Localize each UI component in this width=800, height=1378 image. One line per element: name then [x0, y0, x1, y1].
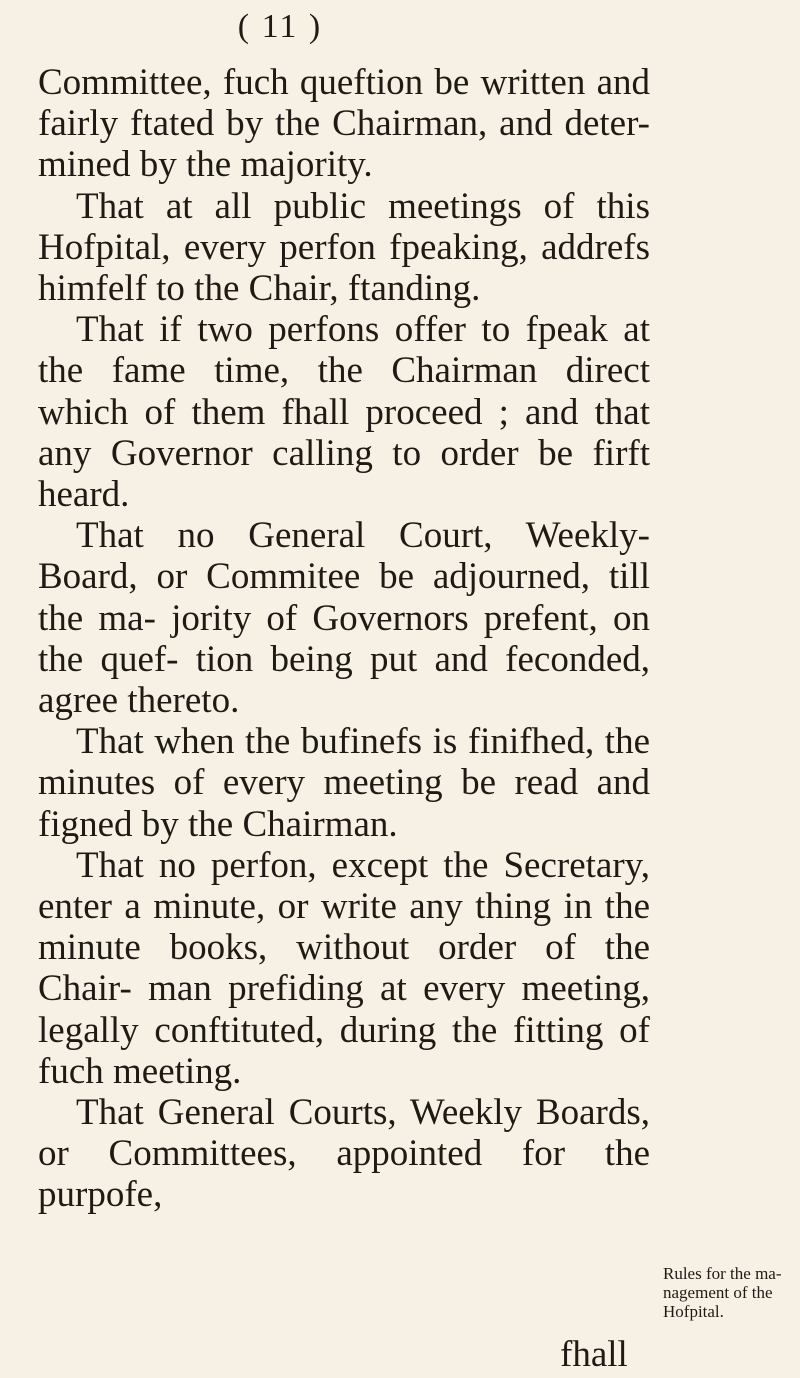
- paragraph-4: That no General Court, Weekly-Board, or Commitee be adjourned, till the ma- jority of Governors prefent, on the quef- tion being put and feconded, agree thereto.: [38, 515, 650, 722]
- paragraph-5: That when the bufinefs is finifhed, the minutes of every meeting be read and figned by the Chairman.: [38, 721, 650, 845]
- marginal-note: Rules for the ma- nagement of the Hofpital.: [663, 1264, 782, 1321]
- paragraph-3: That if two perfons offer to fpeak at the fame time, the Chairman direct which of them fhall proceed ; and that any Governor calling to order be firft heard.: [38, 309, 650, 516]
- paragraph-2: That at all public meetings of this Hofpital, every perfon fpeaking, addrefs himfelf to the Chair, ftanding.: [38, 185, 650, 310]
- paragraph-1: Committee, fuch queftion be written and fairly ftated by the Chairman, and deter- mined by the majority.: [38, 62, 650, 186]
- paragraph-6: That no perfon, except the Secretary, enter a minute, or write any thing in the minute books, without order of the Chair- man prefiding at every meeting, legally conftituted, during the fitting of fuch meeting.: [38, 844, 650, 1092]
- page-number: ( 11 ): [237, 8, 323, 45]
- catchword: fhall: [560, 1334, 628, 1375]
- page-body: [38, 62, 650, 1216]
- paragraph-7: That General Courts, Weekly Boards, or Committees, appointed for the purpofe,: [38, 1092, 650, 1216]
